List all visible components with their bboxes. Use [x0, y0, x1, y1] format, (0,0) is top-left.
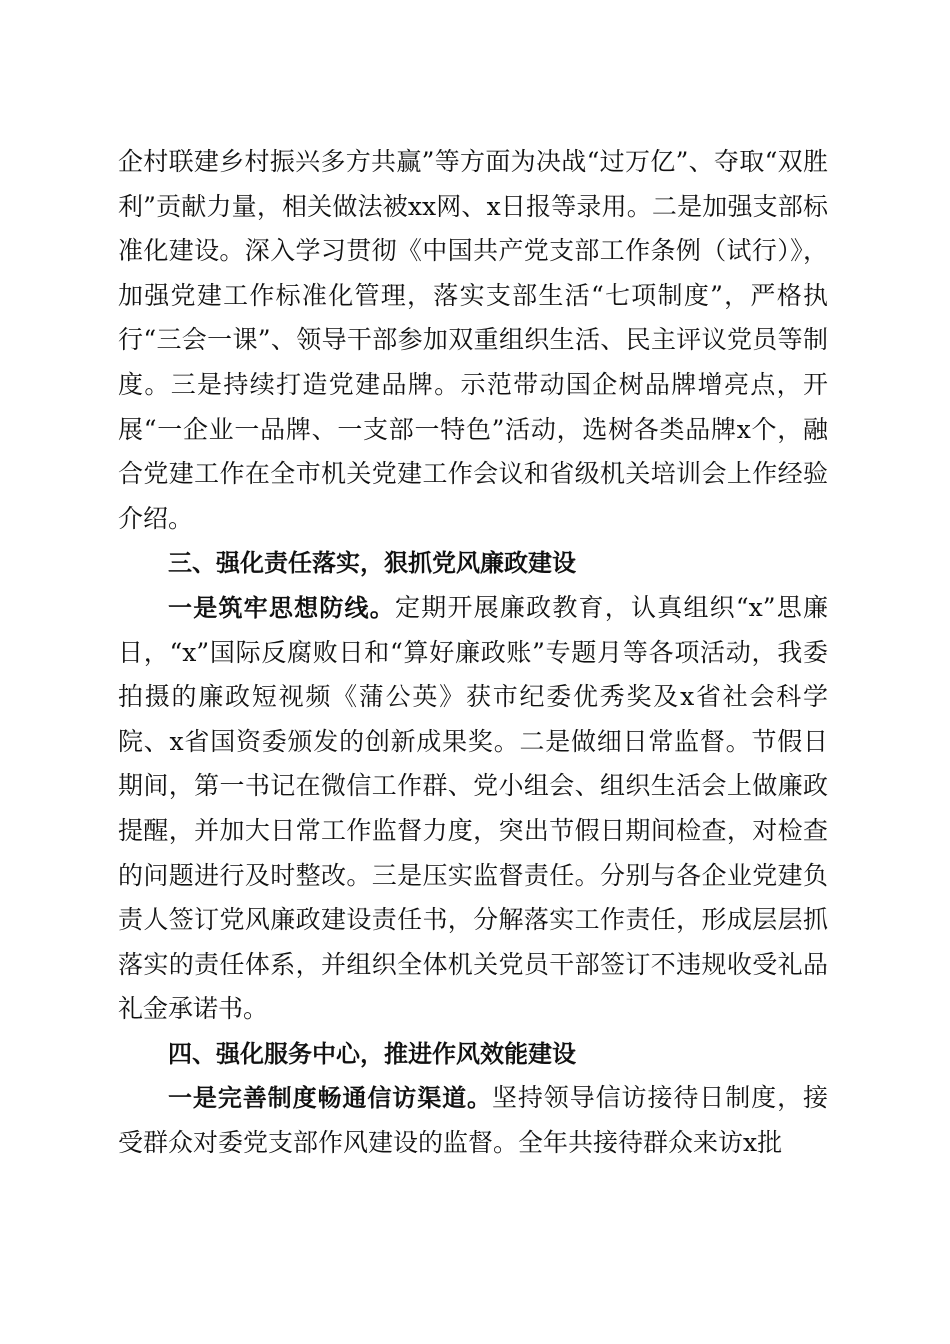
- lead-phrase-3: 一是筑牢思想防线。: [168, 593, 395, 622]
- paragraph-body-3: 定期开展廉政教育，认真组织“x”思廉日，“x”国际反腐败日和“算好廉政账”专题月等各项活动，我委拍摄的廉政短视频《蒲公英》获市纪委优秀奖及x省社会科学院、x省国资委颁发的创新成果奖。二是做细日常监督。节假日期间，第一书记在微信工作群、党小组会、组织生活会上做廉政提醒，并加大日常工作监督力度，突出节假日期间检查，对检查的问题进行及时整改。三是压实监督责任。分别与各企业党建负责人签订党风廉政建设责任书，分解落实工作责任，形成层层抓落实的责任体系，并组织全体机关党员干部签订不违规收受礼品礼金承诺书。: [118, 592, 828, 1024]
- paragraph-section-4: [118, 1076, 828, 1165]
- paragraph-section-3: [118, 586, 828, 1032]
- document-body: [118, 140, 828, 1166]
- section-heading-3: 三、强化责任落实，狠抓党风廉政建设: [168, 549, 576, 578]
- paragraph-continuation: 企村联建乡村振兴多方共赢”等方面为决战“过万亿”、夺取“双胜利”贡献力量，相关做法被xx网、x日报等录用。二是加强支部标准化建设。深入学习贯彻《中国共产党支部工作条例（试行）》，加强党建工作标准化管理，落实支部生活“七项制度”，严格执行“三会一课”、领导干部参加双重组织生活、民主评议党员等制度。三是持续打造党建品牌。示范带动国企树品牌增亮点，开展“一企业一品牌、一支部一特色”活动，选树各类品牌x个，融合党建工作在全市机关党建工作会议和省级机关培训会上作经验介绍。: [118, 147, 828, 533]
- section-heading-4: 四、强化服务中心，推进作风效能建设: [168, 1039, 576, 1068]
- lead-phrase-4: 一是完善制度畅通信访渠道。: [168, 1084, 492, 1113]
- paragraph-body-4: 坚持领导信访接待日制度，接受群众对委党支部作风建设的监督。全年共接待群众来访x批: [118, 1083, 828, 1158]
